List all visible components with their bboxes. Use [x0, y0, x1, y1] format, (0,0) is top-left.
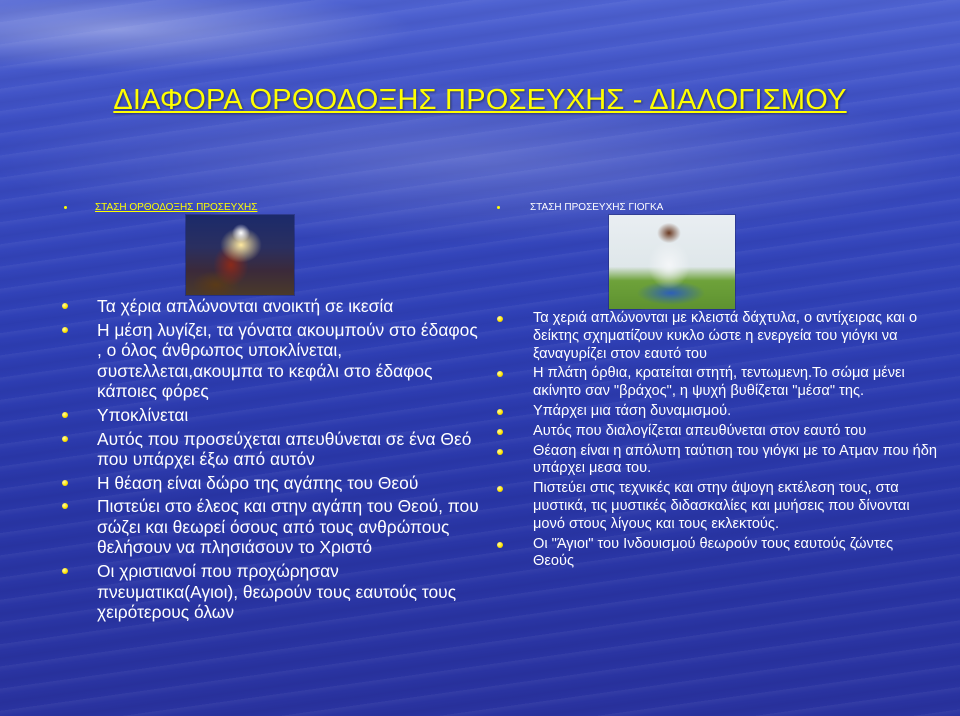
- list-item: Η πλάτη όρθια, κρατείται στητή, τεντωμενη.Το σώμα μένει ακίνητο σαν "βράχος", η ψυχή βυθίζεται "μέσα" της.: [497, 365, 937, 401]
- left-column-heading: [64, 202, 257, 213]
- list-item: Τα χεριά απλώνονται με κλειστά δάχτυλα, ο αντίχειρας και ο δείκτης σχηματίζουν κυκλο ώστε η ενεργεία του γιόγκι να ξαναγυρίζει στον εαυτό του: [497, 310, 937, 363]
- list-item: Οι "Άγιοι" του Ινδουισμού θεωρούν τους εαυτούς ζώντες Θεούς: [497, 536, 937, 572]
- list-item: Πιστεύει στο έλεος και στην αγάπη του Θεού, που σώζει και θεωρεί όσους από τους ανθρώπους θελήσουν να πλησιάσουν το Χριστό: [62, 496, 482, 558]
- list-item: Τα χέρια απλώνονται ανοικτή σε ικεσία: [62, 296, 482, 317]
- list-item: Θέαση είναι η απόλυτη ταύτιση του γιόγκι με το Ατμαν που ήδη υπάρχει μεσα του.: [497, 443, 937, 479]
- right-heading-text: ΣΤΑΣΗ ΠΡΟΣΕΥΧΗΣ ΓΙΟΓΚΑ: [530, 202, 664, 213]
- bullet-icon: [64, 206, 67, 209]
- right-column-heading: [497, 202, 663, 213]
- slide-title: ΔΙΑΦΟΡΑ ΟΡΘΟΔΟΞΗΣ ΠΡΟΣΕΥΧΗΣ - ΔΙΑΛΟΓΙΣΜΟΥ: [113, 84, 847, 116]
- yoga-meditation-image: [609, 215, 735, 309]
- list-item: Η μέση λυγίζει, τα γόνατα ακουμπούν στο έδαφος , ο όλος άνθρωπος υποκλίνεται, συστελλεται,ακουμπα το κεφάλι στο έδαφος κάποιες φόρες: [62, 320, 482, 402]
- left-bullet-list: [62, 296, 482, 626]
- jesus-praying-image: [186, 215, 294, 295]
- list-item: Αυτός που διαλογίζεται απευθύνεται στον εαυτό του: [497, 423, 937, 441]
- right-bullet-list: [497, 310, 937, 573]
- list-item: Υποκλίνεται: [62, 405, 482, 426]
- bullet-icon: [497, 206, 500, 209]
- left-heading-text: ΣΤΑΣΗ ΟΡΘΟΔΟΞΗΣ ΠΡΟΣΕΥΧΗΣ: [95, 202, 258, 213]
- list-item: Πιστεύει στις τεχνικές και στην άψογη εκτέλεση τους, στα μυστικά, τις μυστικές διδασκαλίες και μυήσεις που δίνονται μονό στους λίγους και τους εκλεκτούς.: [497, 480, 937, 533]
- list-item: Οι χριστιανοί που προχώρησαν πνευματικα(Αγιοι), θεωρούν τους εαυτούς τους χειρότερους όλων: [62, 561, 482, 623]
- list-item: Αυτός που προσεύχεται απευθύνεται σε ένα Θεό που υπάρχει έξω από αυτόν: [62, 429, 482, 470]
- list-item: Η θέαση είναι δώρο της αγάπης του Θεού: [62, 473, 482, 494]
- list-item: Υπάρχει μια τάση δυναμισμού.: [497, 403, 937, 421]
